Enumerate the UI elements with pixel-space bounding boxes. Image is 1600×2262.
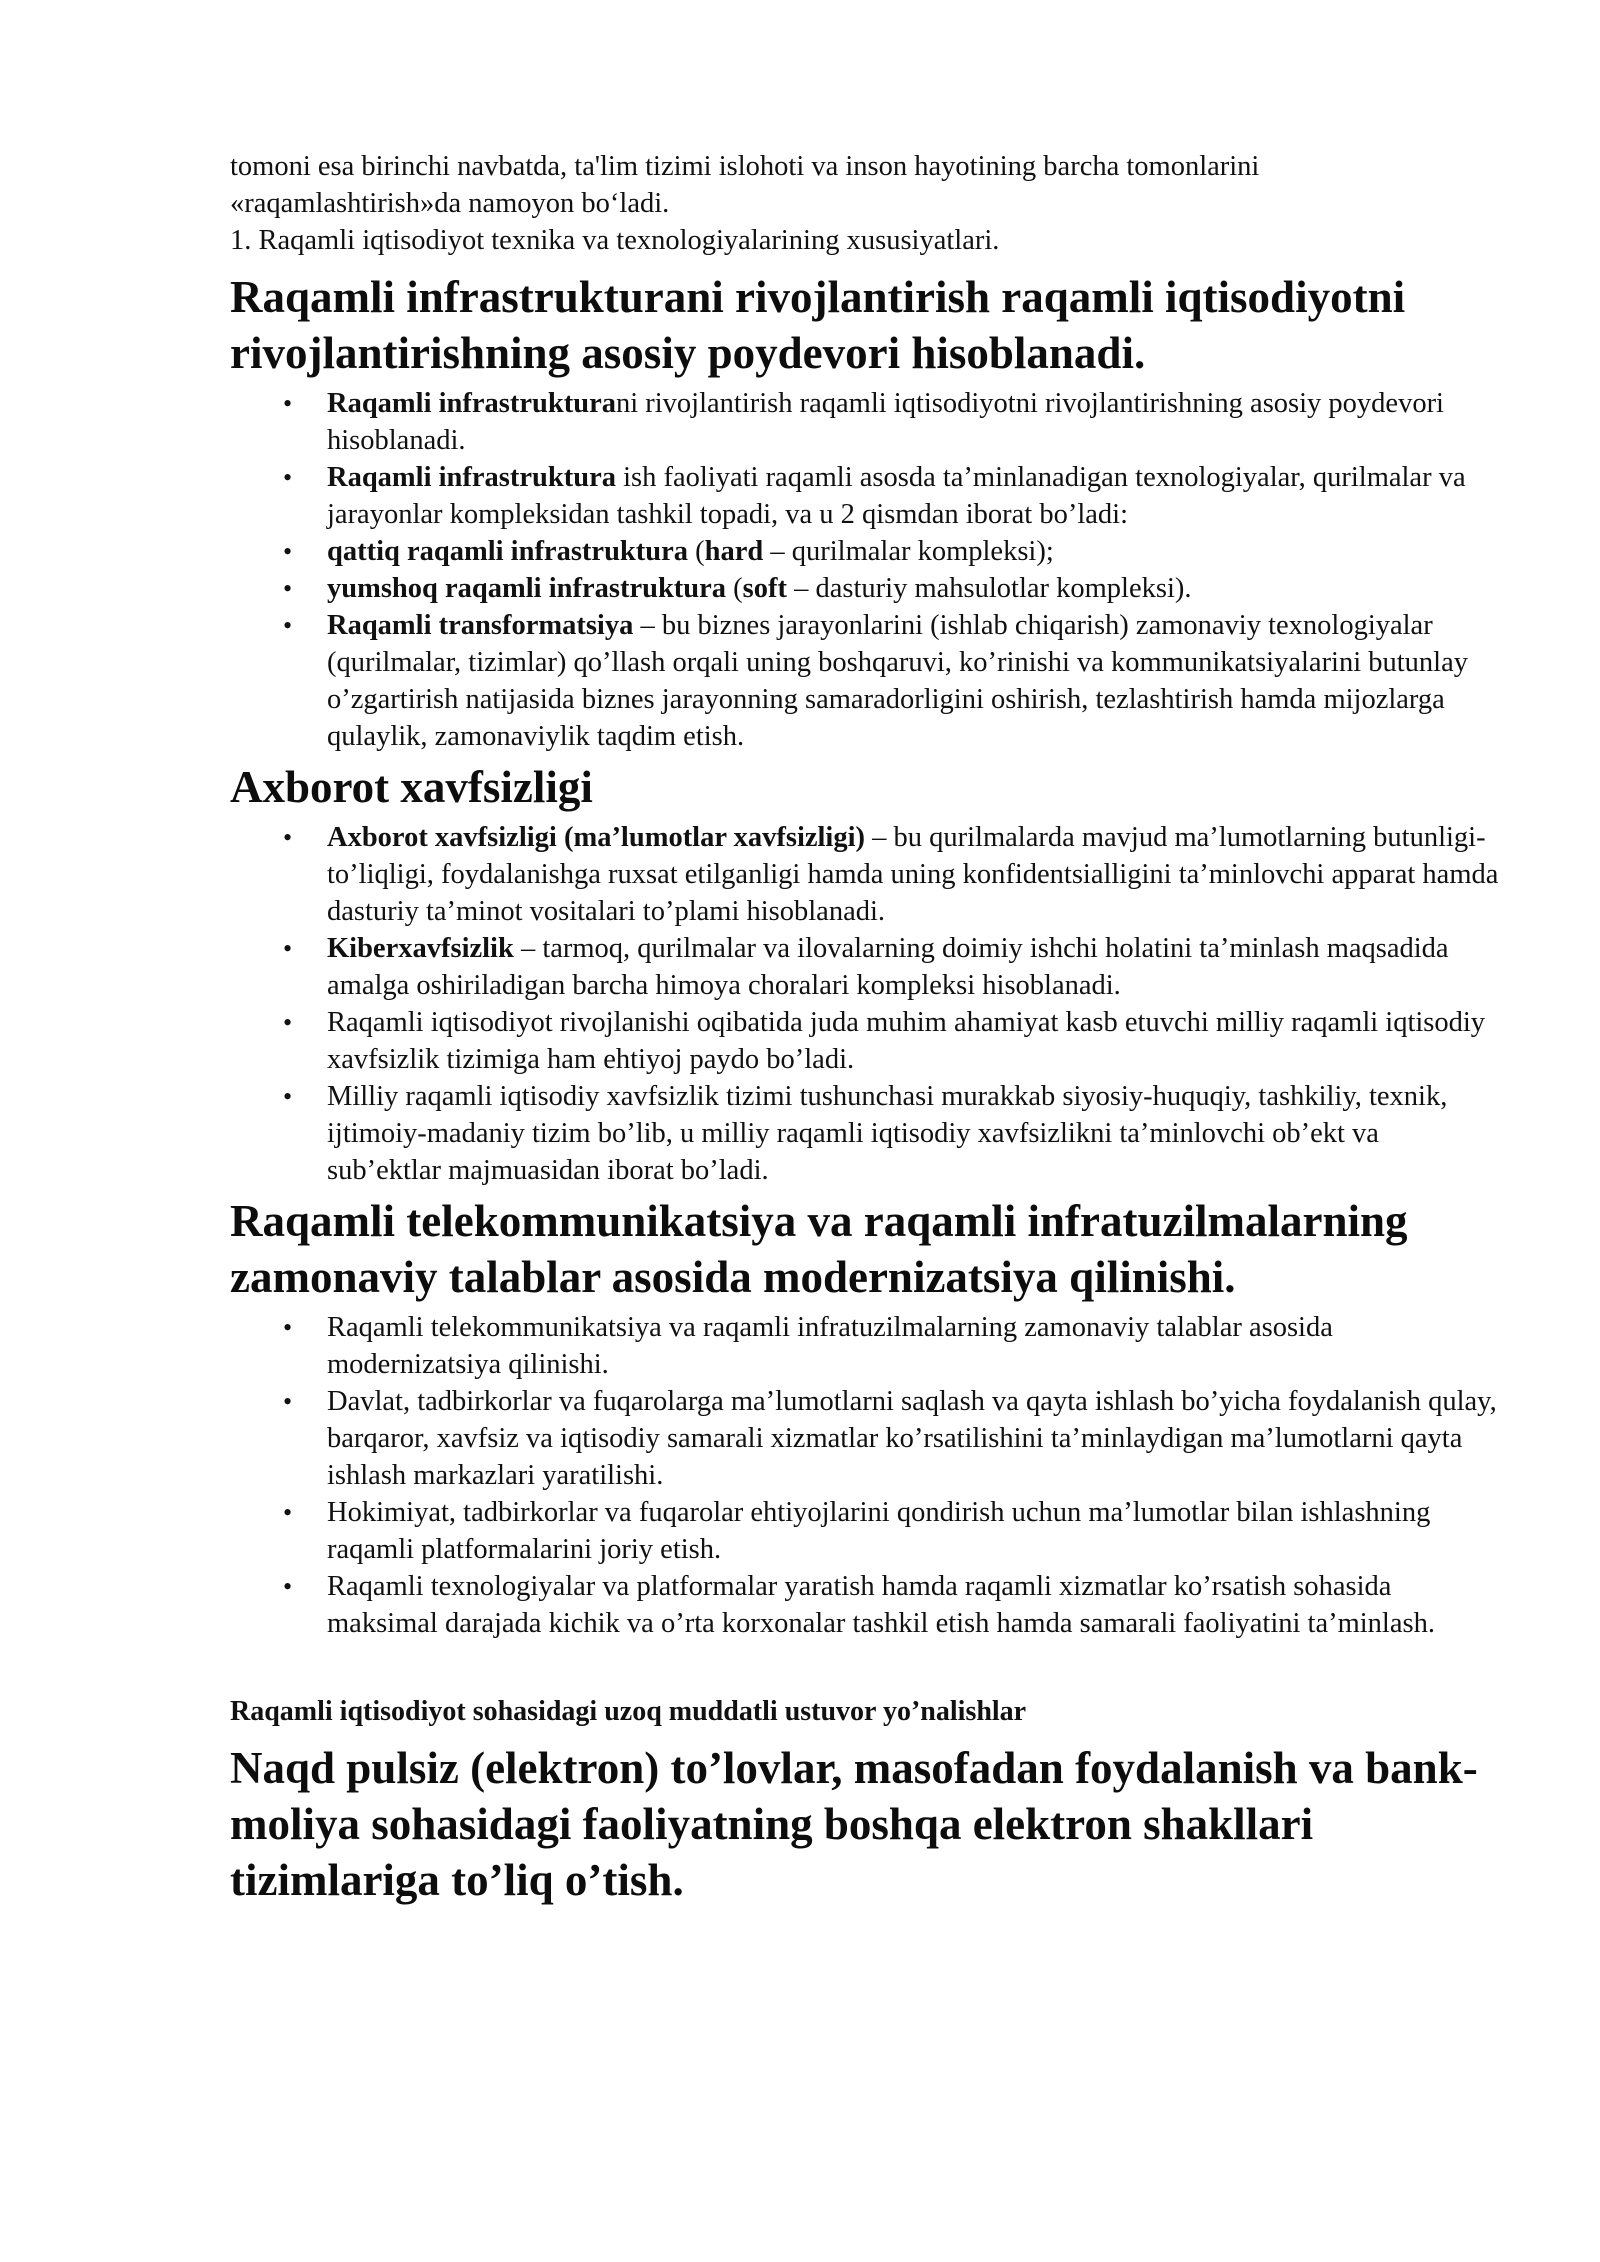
bullet-icon: • [283, 1313, 293, 1342]
bullet-icon: • [283, 1572, 293, 1601]
bullet-icon: • [283, 463, 293, 492]
item-text-2: – qurilmalar kompleksi); [763, 536, 1054, 567]
bullet-icon: • [283, 1498, 293, 1527]
item-text: Davlat, tadbirkorlar va fuqarolarga ma’lumotlarni saqlash va qayta ishlash bo’yicha foydalanish qulay, barqaror, xavfsiz va iqtisodiy samarali xizmatlar ko’rsatilishini ta’minlaydigan ma’lumotlarni qayta ishlash markazlari yaratilishi. [327, 1386, 1497, 1491]
term-bold: Raqamli transformatsiya [327, 610, 634, 641]
item-text: Milliy raqamli iqtisodiy xavfsizlik tizimi tushunchasi murakkab siyosiy-huquqiy, tashkiliy, texnik, ijtimoiy-madaniy tizim bo’lib, u milliy raqamli iqtisodiy xavfsizlikni ta’minlovchi ob’ekt va sub’ektlar majmuasidan iborat bo’ladi. [327, 1081, 1448, 1186]
list-item [230, 1309, 1500, 1383]
term-bold-2: hard [704, 536, 764, 567]
document-page [230, 148, 1500, 1908]
term-bold: Raqamli infrastruktura [327, 388, 616, 419]
intro-line-2: «raqamlashtirish»da namoyon bo‘ladi. [230, 188, 670, 219]
item-text-2: – dasturiy mahsulotlar kompleksi). [787, 573, 1192, 604]
list-item [230, 385, 1500, 459]
item-text: ni rivojlantirish raqamli iqtisodiyotni rivojlantirishning asosiy poydevori hisoblanadi. [327, 388, 1444, 456]
bullet-icon: • [283, 537, 293, 566]
section-1-heading: Raqamli infrastrukturani rivojlantirish raqamli iqtisodiyotni rivojlantirishning asosiy poydevori hisoblanadi. [230, 272, 1406, 378]
intro-line-1: tomoni esa birinchi navbatda, ta'lim tizimi islohoti va inson hayotining barcha tomonlarini [230, 151, 1260, 182]
bullet-icon: • [283, 934, 293, 963]
bullet-icon: • [283, 611, 293, 640]
intro-paragraph [230, 148, 1500, 259]
bullet-icon: • [283, 823, 293, 852]
item-text: – bu biznes jarayonlarini (ishlab chiqarish) zamonaviy texnologiyalar (qurilmalar, tizimlar) qo’llash orqali uning boshqaruvi, ko’rinishi va kommunikatsiyalarini butunlay o’zgartirish natijasida biznes jarayonning samaradorligini oshirish, tezlashtirish hamda mijozlarga qulaylik, zamonaviylik taqdim etish. [327, 610, 1469, 752]
priority-subheading: Raqamli iqtisodiyot sohasidagi uzoq muddatli ustuvor yo’nalishlar [230, 1696, 1027, 1727]
list-item [230, 1383, 1500, 1494]
term-bold: qattiq raqamli infrastruktura [327, 536, 689, 567]
term-bold: yumshoq raqamli infrastruktura [327, 573, 727, 604]
item-text: ish faoliyati raqamli asosda ta’minlanadigan texnologiyalar, qurilmalar va jarayonlar kompleksidan tashkil topadi, va u 2 qismdan iborat bo’ladi: [327, 462, 1466, 530]
list-item [230, 930, 1500, 1004]
list-item [230, 607, 1500, 755]
list-item [230, 819, 1500, 930]
item-text: Raqamli iqtisodiyot rivojlanishi oqibatida juda muhim ahamiyat kasb etuvchi milliy raqamli iqtisodiy xavfsizlik tizimiga ham ehtiyoj paydo bo’ladi. [327, 1007, 1486, 1075]
item-text: – tarmoq, qurilmalar va ilovalarning doimiy ishchi holatini ta’minlash maqsadida amalga oshiriladigan barcha himoya choralari kompleksi hisoblanadi. [327, 933, 1449, 1001]
section-2-list [230, 819, 1500, 1189]
bullet-icon: • [283, 1082, 293, 1111]
final-heading: Naqd pulsiz (elektron) to’lovlar, masofadan foydalanish va bank-moliya sohasidagi faoliyatning boshqa elektron shakllari tizimlariga to’liq o’tish. [230, 1743, 1478, 1905]
bullet-icon: • [283, 574, 293, 603]
term-bold-2: soft [742, 573, 787, 604]
bullet-icon: • [283, 1008, 293, 1037]
item-text: – bu qurilmalarda mavjud ma’lumotlarning butunligi-to’liqligi, foydalanishga ruxsat etilganligi hamda uning konfidentsialligini ta’minlovchi apparat hamda dasturiy ta’minot vositalari to’plami hisoblanadi. [327, 822, 1499, 927]
item-text: Raqamli texnologiyalar va platformalar yaratish hamda raqamli xizmatlar ko’rsatish sohasida maksimal darajada kichik va o’rta korxonalar tashkil etish hamda samarali faoliyatini ta’minlash. [327, 1571, 1435, 1639]
list-item [230, 1004, 1500, 1078]
list-item [230, 533, 1500, 570]
section-1-list [230, 385, 1500, 755]
term-bold: Kiberxavfsizlik [327, 933, 514, 964]
item-text: ( [726, 573, 743, 604]
section-2-heading: Axborot xavfsizligi [230, 762, 593, 812]
term-bold: Axborot xavfsizligi (ma’lumotlar xavfsizligi) [327, 822, 866, 853]
list-item [230, 570, 1500, 607]
item-text: ( [688, 536, 705, 567]
section-3-heading: Raqamli telekommunikatsiya va raqamli infratuzilmalarning zamonaviy talablar asosida modernizatsiya qilinishi. [230, 1196, 1408, 1302]
list-item [230, 459, 1500, 533]
list-item [230, 1568, 1500, 1642]
bullet-icon: • [283, 389, 293, 418]
bullet-icon: • [283, 1387, 293, 1416]
item-text: Hokimiyat, tadbirkorlar va fuqarolar ehtiyojlarini qondirish uchun ma’lumotlar bilan ishlashning raqamli platformalarini joriy etish. [327, 1497, 1431, 1565]
list-item [230, 1494, 1500, 1568]
item-text: Raqamli telekommunikatsiya va raqamli infratuzilmalarning zamonaviy talablar asosida modernizatsiya qilinishi. [327, 1312, 1333, 1380]
list-item [230, 1078, 1500, 1189]
intro-line-3: 1. Raqamli iqtisodiyot texnika va texnologiyalarining xususiyatlari. [230, 225, 1000, 256]
section-3-list [230, 1309, 1500, 1642]
term-bold: Raqamli infrastruktura [327, 462, 616, 493]
